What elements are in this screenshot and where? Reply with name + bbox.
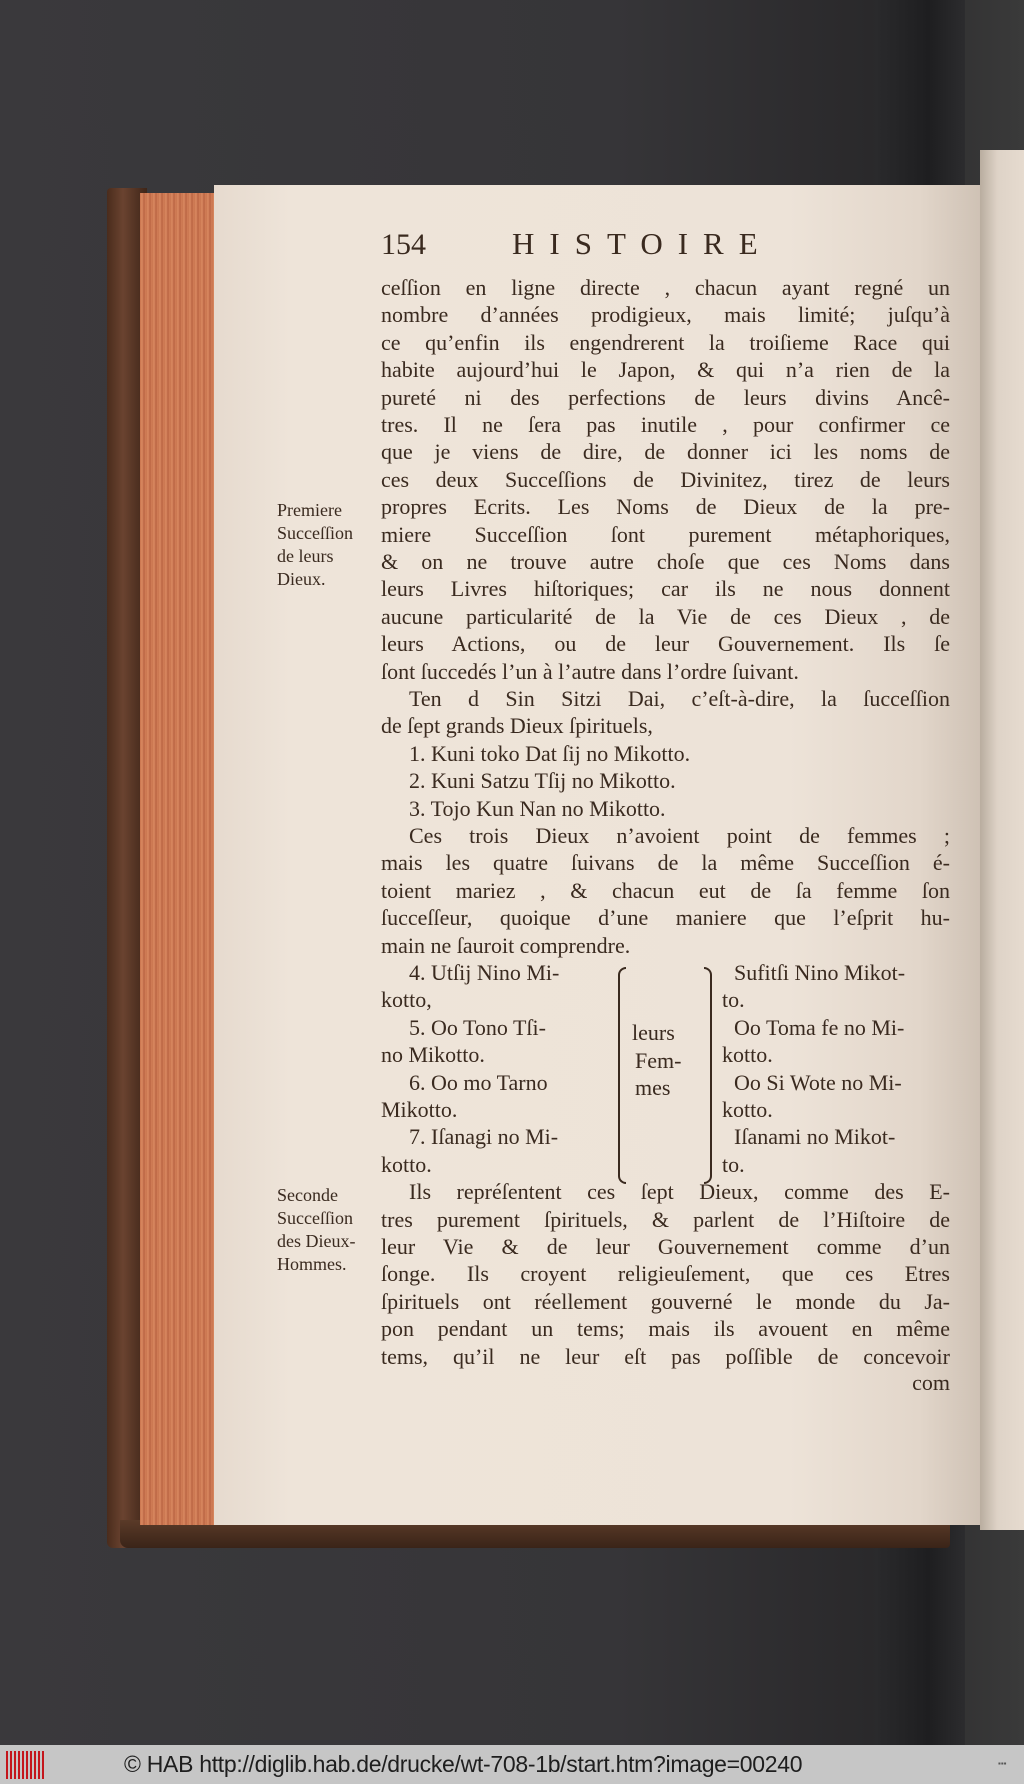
text-line: ſpirituels ont réellement gouverné le monde du Ja- [381,1288,950,1314]
text-line: tres purement ſpirituels, & parlent de l’Hiſtoire de [381,1206,950,1232]
leurs-femmes-label: Fem- [635,1047,682,1073]
text-line: de ſept grands Dieux ſpirituels, [381,713,653,739]
facing-page-edge [980,150,1024,1530]
catchword: com [912,1370,950,1395]
text-line: tres. Il ne ſera pas inutile , pour confirmer ce [381,412,950,437]
wife-name-line: kotto. [722,1097,773,1122]
page-number: 154 [381,228,426,261]
god-name-line: no Mikotto. [381,1042,485,1068]
text-line: pon pendant un tems; mais ils avouent en même [381,1316,950,1342]
text-line: nombre d’années prodigieux, mais limité; juſqu’à [381,302,950,328]
wife-name-line: Oo Si Wote no Mi- [734,1069,902,1095]
wife-name-line: to. [722,1151,745,1177]
margin-note-line: Succeſſion [277,523,353,544]
text-line: 3. Tojo Kun Nan no Mikotto. [409,795,666,821]
viewer-icon: ▪▪▪ [998,1759,1007,1768]
text-line: Ces trois Dieux n’avoient point de femmes ; [409,823,950,848]
right-brace-icon [704,967,712,1184]
text-line: tems, qu’il ne leur eſt pas poſſible de concevoir [381,1343,950,1369]
text-line: ſonge. Ils croyent religieuſement, que ces Etres [381,1261,950,1287]
god-name-line: kotto. [381,1151,432,1177]
wife-name-line: kotto. [722,1042,773,1068]
text-line: ceſſion en ligne directe , chacun ayant regné un [381,275,950,300]
text-line: & on ne trouve autre choſe que ces Noms dans [381,549,950,574]
text-line: miere Succeſſion ſont purement métaphoriques, [381,521,950,547]
text-line: mais les quatre ſuivans de la même Succeſſion é- [381,850,950,876]
margin-note-line: de leurs [277,546,334,567]
wife-name-line: Iſanami no Mikot- [734,1124,896,1150]
text-line: 1. Kuni toko Dat ſij no Mikotto. [409,740,691,766]
text-line: ces deux Succeſſions de Divinitez, tirez de leurs [381,466,950,492]
margin-note-line: Seconde [277,1185,338,1206]
god-name-line: kotto, [381,987,432,1013]
text-line: que je viens de dire, de donner ici les noms de [381,439,950,465]
text-line: 2. Kuni Satzu Tſij no Mikotto. [409,768,676,794]
god-name-line: 7. Iſanagi no Mi- [409,1124,559,1150]
leurs-femmes-label: leurs [632,1020,675,1046]
text-line: leur Vie & de leur Gouvernement comme d’un [381,1234,950,1259]
god-name-line: Mikotto. [381,1097,458,1122]
margin-note-line: Succeſſion [277,1208,353,1229]
god-name-line: 4. Utſij Nino Mi- [409,960,560,985]
text-line: pureté ni des perfections de leurs divins Ancê- [381,384,950,410]
margin-note-line: Hommes. [277,1254,347,1275]
margin-note-line: Premiere [277,500,342,521]
text-line: aucune particularité de la Vie de ces Dieux , de [381,603,950,629]
text-line: habite aujourd’hui le Japon, & qui n’a rien de la [381,357,950,383]
god-name-line: 6. Oo mo Tarno [409,1069,548,1095]
text-line: Ten d Sin Sitzi Dai, c’eſt-à-dire, la ſucceſſion [409,686,950,711]
text-line: toient mariez , & chacun eut de ſa femme ſon [381,877,950,903]
text-line: leurs Livres hiſtoriques; car ils ne nous donnent [381,576,950,602]
wife-name-line: Oo Toma fe no Mi- [734,1014,905,1040]
page-fore-edge [140,193,216,1525]
footer-bar [0,1745,1024,1784]
running-title: HISTOIRE [512,226,773,261]
text-line: ce qu’enfin ils engendrerent la troiſieme Race qui [381,329,950,355]
leurs-femmes-label: mes [635,1075,671,1101]
text-line: ſont ſuccedés l’un à l’autre dans l’ordre ſuivant. [381,658,799,684]
text-line: leurs Actions, ou de leur Gouvernement. Ils ſe [381,631,950,657]
wife-name-line: to. [722,987,745,1013]
god-name-line: 5. Oo Tono Tſi- [409,1014,546,1040]
text-line: propres Ecrits. Les Noms de Dieux de la pre- [381,494,950,520]
text-line: ſucceſſeur, quoique d’une maniere que l’eſprit hu- [381,905,950,931]
text-line: main ne ſauroit comprendre. [381,932,631,958]
hab-logo-icon [6,1751,44,1779]
text-line: Ils repréſentent ces ſept Dieux, comme des E- [409,1179,950,1205]
footer-copyright-url[interactable]: © HAB http://diglib.hab.de/drucke/wt-708-1b/start.htm?image=00240 [124,1751,803,1777]
left-brace-icon [618,967,626,1184]
margin-note-line: des Dieux- [277,1231,356,1252]
wife-name-line: Sufitſi Nino Mikot- [734,960,906,985]
margin-note-line: Dieux. [277,569,326,590]
